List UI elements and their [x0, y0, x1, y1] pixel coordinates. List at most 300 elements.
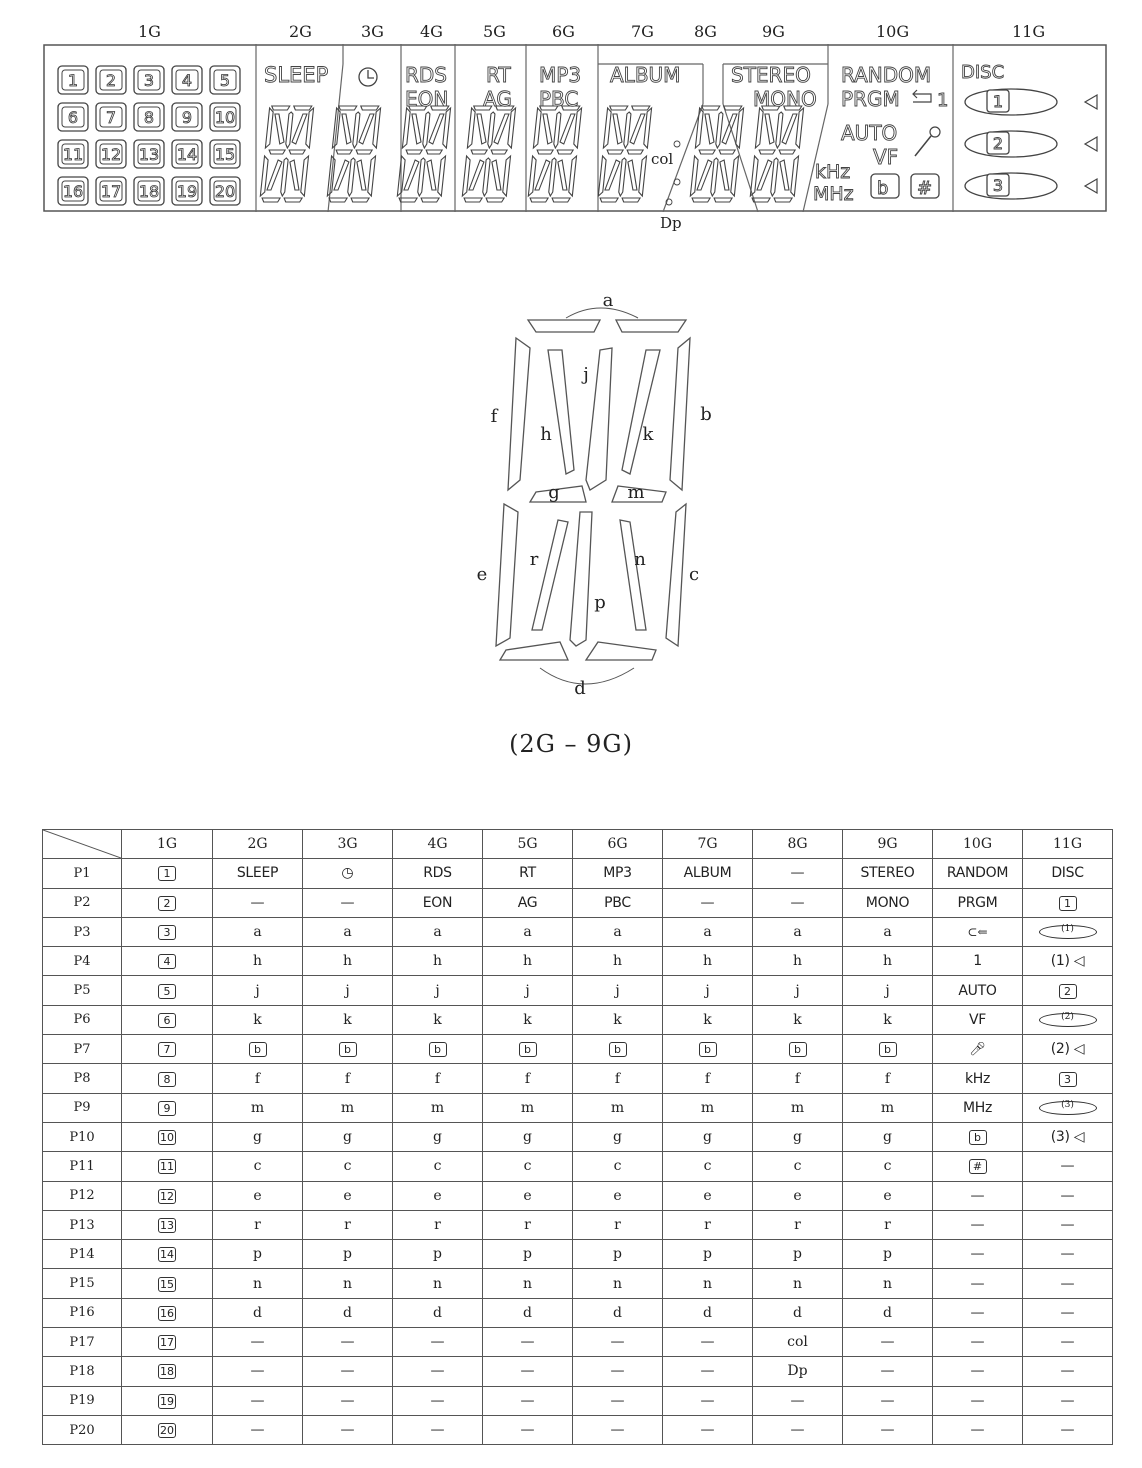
boxed-number-cell [122, 1240, 213, 1269]
digit-segment [404, 160, 419, 190]
digit-glyph [598, 106, 652, 202]
segment-cell: h [213, 947, 303, 976]
repeat-one-indicator: 1 [937, 90, 949, 111]
segment-cell: j [483, 976, 573, 1005]
segment-cell: VF [933, 1005, 1023, 1034]
segment-cell: (2) ◁ [1023, 1035, 1113, 1064]
digit-segment [610, 114, 625, 144]
segment-cell: EON [393, 888, 483, 917]
digit-glyph [750, 106, 804, 202]
empty-cell: — [213, 1386, 303, 1415]
empty-cell: — [933, 1298, 1023, 1327]
segment-label-p: p [594, 592, 606, 613]
segment-cell: STEREO [843, 859, 933, 888]
segment-cell: n [573, 1269, 663, 1298]
boxed-number: 4 [158, 954, 176, 969]
segment-cell: k [663, 1005, 753, 1034]
column-header-4g: 4G [393, 830, 483, 859]
segment-cell: n [483, 1269, 573, 1298]
empty-cell: — [483, 1415, 573, 1444]
digit-segment [421, 198, 439, 202]
segment-cell: h [483, 947, 573, 976]
segment-cell: e [213, 1181, 303, 1210]
boxed-number-cell [122, 1415, 213, 1444]
segment-cell: f [213, 1064, 303, 1093]
digit-segment [695, 108, 703, 148]
segment-label-h: h [540, 424, 552, 445]
pin-label: P13 [43, 1210, 122, 1239]
segment-cell: e [303, 1181, 393, 1210]
digit-glyph [528, 106, 582, 202]
pin-mapping-table [42, 829, 1113, 1445]
digit-segment [568, 156, 576, 196]
empty-cell: — [1023, 1269, 1113, 1298]
empty-cell: — [933, 1269, 1023, 1298]
pin-label: P4 [43, 947, 122, 976]
boxed-symbol: b [879, 1042, 897, 1057]
segment-cell: PBC [573, 888, 663, 917]
disc-arrow-icon [1085, 95, 1097, 109]
digit-segment [464, 198, 482, 202]
boxed-number: 14 [160, 1248, 174, 1262]
grid-label-10g: 10G [876, 22, 910, 41]
segment-cell: p [213, 1240, 303, 1269]
clock-hands [368, 70, 374, 78]
segment-cell: ALBUM [663, 859, 753, 888]
empty-cell: — [213, 1415, 303, 1444]
auto-indicator: AUTO [841, 121, 898, 145]
prgm-indicator: PRGM [841, 87, 900, 111]
segment-outline [548, 350, 574, 474]
digit-segment [494, 114, 509, 144]
table-row [43, 1386, 1113, 1415]
empty-cell: — [303, 888, 393, 917]
empty-cell: — [933, 1240, 1023, 1269]
segment-label-k: k [642, 424, 654, 445]
digit-segment [265, 108, 273, 148]
boxed-number: 2 [1059, 984, 1077, 999]
empty-cell: — [663, 1415, 753, 1444]
digit-segment [701, 106, 719, 110]
column-header-6g: 6G [573, 830, 663, 859]
boxed-number-cell [122, 1181, 213, 1210]
segment-cell: d [483, 1298, 573, 1327]
empty-cell: — [393, 1357, 483, 1386]
disc-number: 2 [992, 134, 1004, 153]
pin-label: P20 [43, 1415, 122, 1444]
empty-cell: — [1023, 1210, 1113, 1239]
segment-labels [477, 290, 712, 699]
segment-cell: e [663, 1181, 753, 1210]
repeat-icon: ⊂⇐ [933, 917, 1023, 946]
grid-label-6g: 6G [552, 22, 575, 41]
alphanumeric-digits [260, 106, 804, 202]
digit-segment [603, 108, 611, 148]
pbc-indicator: PBC [539, 87, 579, 111]
digit-segment [424, 160, 439, 190]
digit-segment [555, 160, 570, 190]
mp3-indicator: MP3 [539, 63, 582, 87]
digit-segment [269, 150, 285, 154]
digit-segment [627, 150, 643, 154]
segment-label-j: j [583, 364, 589, 385]
empty-cell: — [573, 1328, 663, 1357]
boxed-symbol: b [429, 1042, 447, 1057]
boxed-number: 3 [1059, 1072, 1077, 1087]
empty-cell: — [393, 1415, 483, 1444]
preset-number: 5 [219, 71, 231, 90]
boxed-symbol: b [339, 1042, 357, 1057]
empty-cell: — [393, 1386, 483, 1415]
boxed-symbol-cell [573, 1035, 663, 1064]
boxed-number-cell [122, 1035, 213, 1064]
digit-segment [267, 160, 282, 190]
table-row [43, 1328, 1113, 1357]
empty-cell: — [213, 1328, 303, 1357]
preset-number: 7 [105, 108, 117, 127]
segment-cell: a [663, 917, 753, 946]
clock-icon: ◷ [303, 859, 393, 888]
digit-segment [552, 198, 570, 202]
segment-label-g: g [548, 482, 560, 503]
digit-segment [406, 150, 422, 154]
boxed-number-cell [122, 1093, 213, 1122]
column-header-1g: 1G [122, 830, 213, 859]
repeat-icon [913, 90, 931, 102]
digit-segment [699, 150, 715, 154]
segment-cell: j [213, 976, 303, 1005]
segment-cell: MHz [933, 1093, 1023, 1122]
segment-shapes [496, 308, 690, 684]
digit-segment [486, 198, 504, 202]
digit-segment [719, 150, 735, 154]
disc-ring-icon [965, 173, 1057, 199]
digit-segment [360, 106, 378, 110]
boxed-number: 17 [160, 1336, 174, 1350]
segment-cell: a [303, 917, 393, 946]
segment-cell: Dp [753, 1357, 843, 1386]
empty-cell: — [843, 1328, 933, 1357]
segment-cell: k [843, 1005, 933, 1034]
boxed-number: 7 [158, 1042, 176, 1057]
segment-label-m: m [627, 482, 645, 503]
digit-segment [292, 114, 307, 144]
empty-cell: — [753, 859, 843, 888]
boxed-number-cell [122, 976, 213, 1005]
disc-ring-cell [1023, 1005, 1113, 1034]
segment-cell: r [483, 1210, 573, 1239]
digit-segment [300, 156, 308, 196]
empty-cell: — [933, 1357, 1023, 1386]
column-header-10g: 10G [933, 830, 1023, 859]
table-row [43, 1357, 1113, 1386]
segment-outline [570, 512, 592, 646]
boxed-number-cell [122, 1386, 213, 1415]
segment-cell: f [573, 1064, 663, 1093]
pin-label: P2 [43, 888, 122, 917]
segment-cell: a [213, 917, 303, 946]
empty-cell: — [483, 1357, 573, 1386]
segment-cell: p [573, 1240, 663, 1269]
empty-cell: — [1023, 1181, 1113, 1210]
empty-cell: — [933, 1210, 1023, 1239]
segment-cell: r [213, 1210, 303, 1239]
segment-label-c: c [688, 564, 700, 585]
segment-cell: AG [483, 888, 573, 917]
segment-cell: j [753, 976, 843, 1005]
digit-segment [537, 150, 553, 154]
table-row [43, 947, 1113, 976]
disc-ring-icon [965, 131, 1057, 157]
boxed-symbol-cell [483, 1035, 573, 1064]
digit-segment [356, 150, 372, 154]
digit-segment [607, 150, 623, 154]
segment-outline [620, 520, 646, 630]
pin-label: P18 [43, 1357, 122, 1386]
boxed-symbol: b [609, 1042, 627, 1057]
vfd-display-panel [43, 44, 1107, 212]
empty-cell: — [1023, 1357, 1113, 1386]
digit-segment [329, 198, 347, 202]
digit-segment [622, 198, 640, 202]
table-header-row [43, 830, 1113, 859]
segment-cell: h [663, 947, 753, 976]
boxed-symbol: b [789, 1042, 807, 1057]
segment-cell: kHz [933, 1064, 1023, 1093]
digit-segment [714, 198, 732, 202]
digit-segment [367, 156, 375, 196]
corner-diagonal [43, 830, 121, 858]
digit-segment [609, 106, 627, 110]
segment-cell: DISC [1023, 859, 1113, 888]
boxed-symbol: # [969, 1159, 987, 1174]
segment-cell: m [753, 1093, 843, 1122]
empty-cell: — [1023, 1298, 1113, 1327]
segment-cell: p [483, 1240, 573, 1269]
segment-cell: f [303, 1064, 393, 1093]
digit-segment [262, 198, 280, 202]
digit-segment [638, 156, 646, 196]
segment-cell: c [843, 1152, 933, 1181]
mic-icon: 🎤︎ [933, 1035, 1023, 1064]
grid-label-2g: 2G [289, 22, 312, 41]
disc-ring-label: (1) [1039, 925, 1097, 939]
digit-segment [759, 150, 775, 154]
segment-cell: p [393, 1240, 483, 1269]
segment-cell: 1 [933, 947, 1023, 976]
empty-cell: — [573, 1415, 663, 1444]
empty-cell: — [1023, 1152, 1113, 1181]
segment-cell: c [303, 1152, 393, 1181]
empty-cell: — [1023, 1415, 1113, 1444]
digit-segment [489, 160, 504, 190]
segment-cell: r [843, 1210, 933, 1239]
boxed-symbol-cell [933, 1122, 1023, 1151]
segment-cell: a [753, 917, 843, 946]
digit-segment [354, 160, 369, 190]
pin-label: P14 [43, 1240, 122, 1269]
boxed-symbol: b [699, 1042, 717, 1057]
segment-cell: g [843, 1122, 933, 1151]
digit-glyph [462, 106, 516, 202]
pin-label: P12 [43, 1181, 122, 1210]
digit-segment [437, 156, 445, 196]
grid-label-7g: 7G [631, 22, 654, 41]
table-row [43, 1093, 1113, 1122]
digit-segment [630, 114, 645, 144]
digit-segment [271, 106, 289, 110]
segment-cell: m [393, 1093, 483, 1122]
boxed-number-cell [122, 1122, 213, 1151]
empty-cell: — [663, 1386, 753, 1415]
boxed-number: 19 [160, 1394, 174, 1408]
mono-indicator: MONO [753, 87, 817, 111]
boxed-number: 1 [1059, 896, 1077, 911]
segment-cell: (3) ◁ [1023, 1122, 1113, 1151]
table-row [43, 1269, 1113, 1298]
digit-segment [530, 198, 548, 202]
preset-number: 15 [214, 145, 236, 164]
segment-cell: g [753, 1122, 843, 1151]
stereo-indicator: STEREO [731, 63, 811, 87]
segment-cell: r [393, 1210, 483, 1239]
segment-cell: (1) ◁ [1023, 947, 1113, 976]
column-header-9g: 9G [843, 830, 933, 859]
segment-cell: k [753, 1005, 843, 1034]
boxed-number-cell [122, 888, 213, 917]
table-row [43, 1298, 1113, 1327]
table-row [43, 917, 1113, 946]
boxed-number: 5 [158, 984, 176, 999]
pin-label: P11 [43, 1152, 122, 1181]
empty-cell: — [933, 1181, 1023, 1210]
empty-cell: — [933, 1328, 1023, 1357]
segment-cell: g [393, 1122, 483, 1151]
segment-cell: col [753, 1328, 843, 1357]
dp-label: Dp [660, 214, 682, 232]
boxed-number-cell [1023, 976, 1113, 1005]
boxed-number-cell [122, 1005, 213, 1034]
disc-indicator: DISC [961, 62, 1005, 83]
segment-cell: c [483, 1152, 573, 1181]
segment-cell: f [753, 1064, 843, 1093]
digit-segment [779, 150, 795, 154]
sleep-indicator: SLEEP [264, 63, 329, 87]
ag-indicator: AG [483, 87, 512, 111]
digit-segment [774, 198, 792, 202]
grid-label-5g: 5G [483, 22, 506, 41]
segment-cell: m [573, 1093, 663, 1122]
preset-number: 8 [143, 108, 155, 127]
segment-cell: e [393, 1181, 483, 1210]
table-row [43, 1035, 1113, 1064]
empty-cell: — [1023, 1240, 1113, 1269]
digit-segment [334, 160, 349, 190]
boxed-number: 15 [160, 1277, 174, 1291]
digit-segment [272, 114, 287, 144]
digit-segment [702, 114, 717, 144]
pin-label: P7 [43, 1035, 122, 1064]
segment-cell: d [663, 1298, 753, 1327]
pin-label: P17 [43, 1328, 122, 1357]
empty-cell: — [843, 1386, 933, 1415]
disc-number: 1 [992, 92, 1004, 111]
digit-segment [757, 160, 772, 190]
empty-cell: — [753, 888, 843, 917]
empty-cell: — [663, 888, 753, 917]
segment-cell: e [753, 1181, 843, 1210]
segment-cell: n [303, 1269, 393, 1298]
segment-outline [586, 348, 612, 490]
boxed-number-cell [122, 1210, 213, 1239]
segment-cell: d [843, 1298, 933, 1327]
segment-cell: n [753, 1269, 843, 1298]
pin-label: P3 [43, 917, 122, 946]
table-row [43, 1005, 1113, 1034]
pin-label: P10 [43, 1122, 122, 1151]
digit-segment [293, 106, 311, 110]
preset-number: 4 [181, 71, 193, 90]
segment-cell: p [663, 1240, 753, 1269]
boxed-number-cell [122, 1064, 213, 1093]
digit-segment [762, 114, 777, 144]
segment-cell: c [213, 1152, 303, 1181]
preset-number: 17 [100, 182, 122, 201]
segment-cell: k [303, 1005, 393, 1034]
segment-label-a: a [602, 290, 614, 311]
grid-label-11g: 11G [1012, 22, 1046, 41]
boxed-number: 12 [160, 1189, 174, 1203]
empty-cell: — [843, 1415, 933, 1444]
boxed-number: 1 [158, 866, 176, 881]
segment-cell: AUTO [933, 976, 1023, 1005]
digit-segment [540, 114, 555, 144]
pin-label: P16 [43, 1298, 122, 1327]
album-indicator: ALBUM [610, 63, 681, 87]
segment-cell: e [573, 1181, 663, 1210]
segment-cell: r [663, 1210, 753, 1239]
segment-cell: n [213, 1269, 303, 1298]
segment-cell: g [213, 1122, 303, 1151]
segment-cell: a [843, 917, 933, 946]
disc-ring-label: (2) [1039, 1013, 1097, 1027]
segment-cell: RT [483, 859, 573, 888]
boxed-number: 20 [160, 1424, 174, 1438]
digit-segment [697, 160, 712, 190]
segment-diagram-caption: (2G – 9G) [509, 730, 633, 758]
empty-cell: — [933, 1386, 1023, 1415]
segment-outline [666, 504, 686, 646]
boxed-number: 16 [160, 1306, 174, 1320]
column-header-2g: 2G [213, 830, 303, 859]
boxed-number-cell [122, 917, 213, 946]
boxed-number-cell [1023, 888, 1113, 917]
segment-outline [508, 338, 530, 490]
digit-segment [351, 198, 369, 202]
boxed-number-cell [122, 1298, 213, 1327]
table-row [43, 1415, 1113, 1444]
pin-label: P6 [43, 1005, 122, 1034]
digit-segment [336, 150, 352, 154]
boxed-number: 2 [158, 896, 176, 911]
segment-cell: f [483, 1064, 573, 1093]
digit-segment [692, 198, 710, 202]
digit-segment [284, 198, 302, 202]
grid-label-1g: 1G [138, 22, 161, 41]
table-row [43, 1210, 1113, 1239]
disc-ring-icon [965, 89, 1057, 115]
disc-arrow-icon [1085, 179, 1097, 193]
